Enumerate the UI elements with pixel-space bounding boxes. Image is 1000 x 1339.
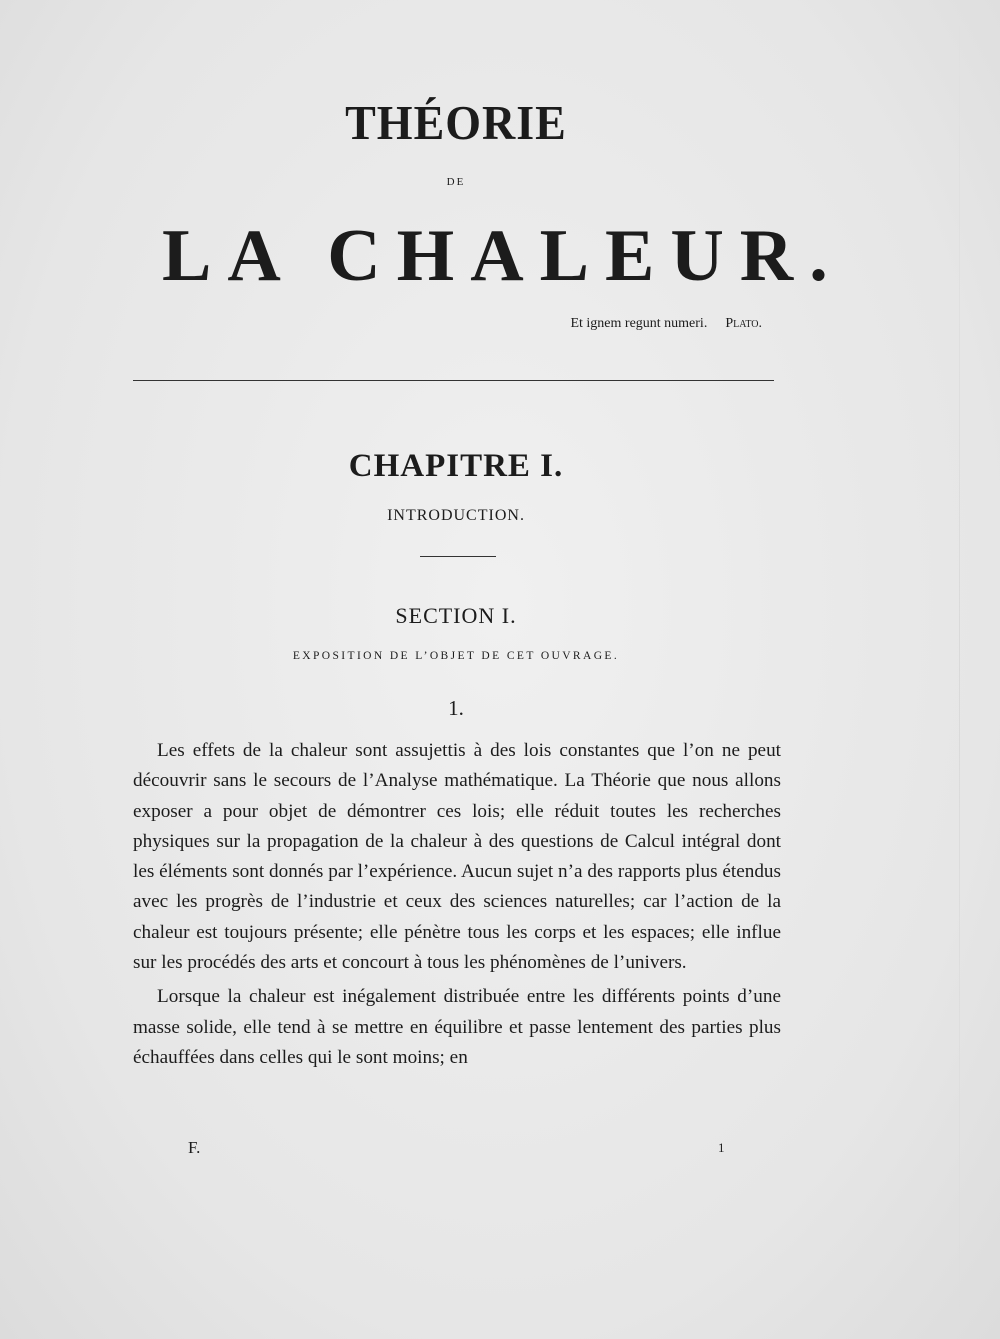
epigraph-author: Plato. <box>725 316 762 331</box>
chapter-title: CHAPITRE I. <box>348 448 564 484</box>
epigraph <box>570 316 762 332</box>
page-fold-shadow <box>959 0 960 1339</box>
paragraph-1: Les effets de la chaleur sont assujettis à des lois constantes que l’on ne peut découvrir sans le secours de l’Analyse mathématique. La Théorie que nous allons exposer a pour objet de démontrer ces lois; elle réduit toutes les recherches physiques sur la propagation de la chaleur à des questions de Calcul intégral dont les éléments sont donnés par l’expérience. Aucun sujet n’a des rapports plus étendus avec les progrès de l’industrie et ceux des sciences naturelles; car l’action de la chaleur est toujours présente; elle pénètre tous les corps et les espaces; elle influe sur les procédés des arts et concourt à tous les phénomènes de l’univers. <box>133 740 781 974</box>
title-divider <box>133 380 774 381</box>
article-number: 1. <box>448 696 464 720</box>
chapter-divider <box>420 556 496 557</box>
paragraph-2: Lorsque la chaleur est inégalement distribuée entre les différents points d’une masse solide, elle tend à se mettre en équilibre et passe lentement des parties plus échauffées dans celles qui le sont moins; en <box>133 986 781 1068</box>
signature-mark: F. <box>188 1138 201 1157</box>
title-line-theorie: THÉORIE <box>345 95 567 150</box>
sheet-number: 1 <box>718 1140 725 1155</box>
title-connector: DE <box>446 176 466 188</box>
body-text <box>133 736 781 1073</box>
epigraph-text: Et ignem regunt numeri. <box>570 316 708 331</box>
section-subtitle: EXPOSITION DE L’OBJET DE CET OUVRAGE. <box>292 650 620 662</box>
title-line-la-chaleur: LA CHALEUR. <box>162 215 844 297</box>
section-title: SECTION I. <box>395 603 517 628</box>
chapter-subtitle: INTRODUCTION. <box>387 507 525 524</box>
